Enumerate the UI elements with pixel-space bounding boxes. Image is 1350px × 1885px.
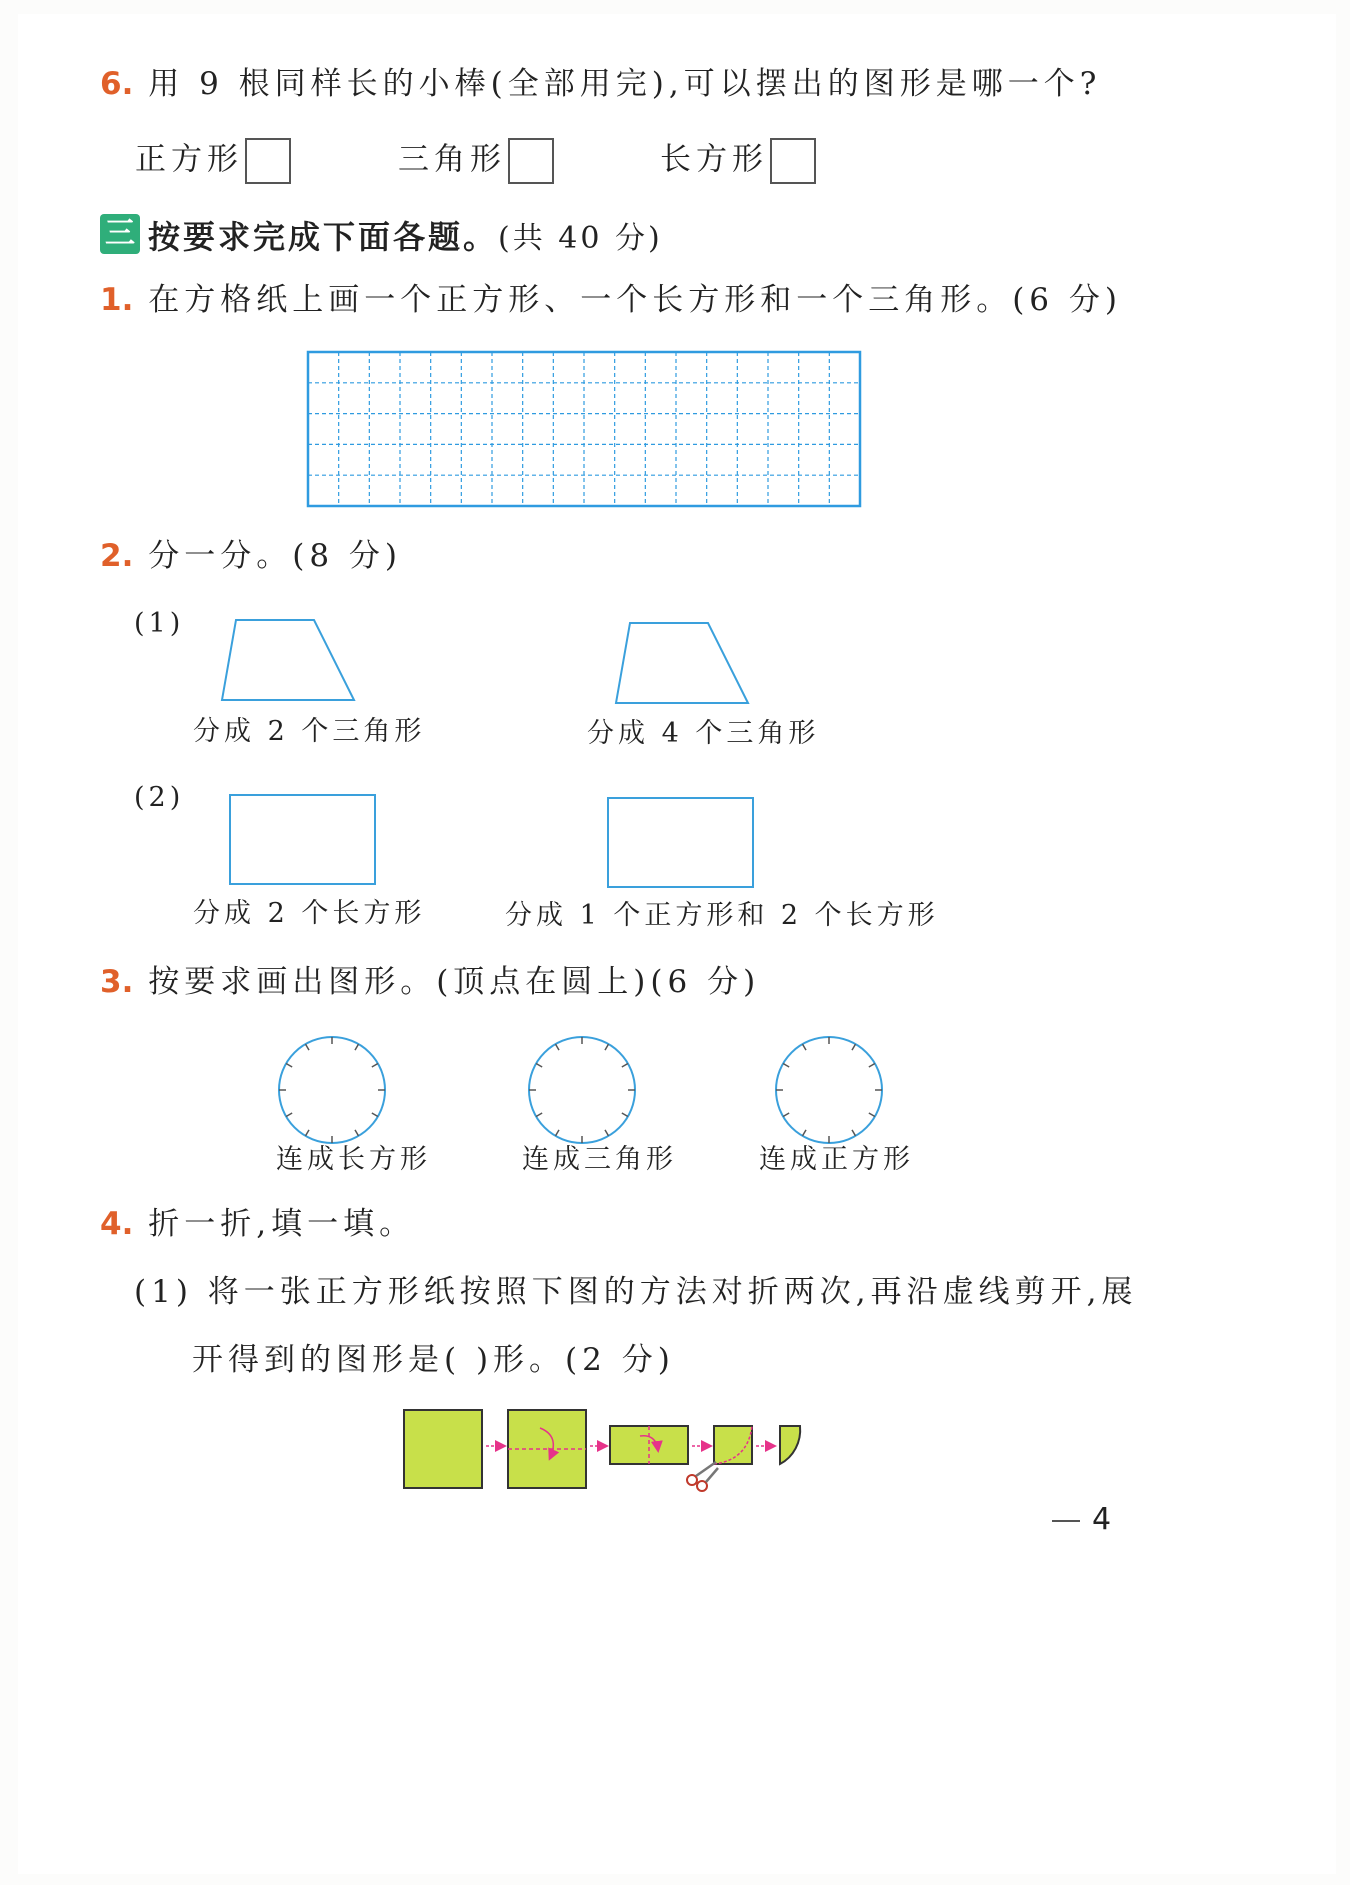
question-3 xyxy=(100,964,760,1001)
question-4-part1-line1: (1) 将一张正方形纸按照下图的方法对折两次,再沿虚线剪开,展 xyxy=(134,1274,1138,1310)
circle-outline xyxy=(776,1037,882,1143)
question-number: 2. xyxy=(100,538,134,574)
circle-tick xyxy=(556,1130,560,1136)
circle-tick xyxy=(355,1044,359,1050)
circle-tick xyxy=(783,1064,789,1068)
circle-tick xyxy=(286,1113,292,1117)
question-number: 6. xyxy=(100,66,134,102)
square-paper xyxy=(404,1410,482,1488)
section-points: (共 40 分) xyxy=(498,221,663,256)
scissors-icon xyxy=(687,1462,718,1491)
caption: 连成长方形 xyxy=(276,1144,431,1175)
tick-circle[interactable] xyxy=(771,1032,887,1148)
caption: 分成 2 个三角形 xyxy=(193,716,426,747)
circle-tick xyxy=(536,1064,542,1068)
circle-tick xyxy=(852,1130,856,1136)
answer-checkbox[interactable] xyxy=(245,138,291,184)
option-square xyxy=(135,138,291,184)
option-rectangle xyxy=(660,138,816,184)
circle-tick xyxy=(286,1064,292,1068)
trapezoid-shape[interactable] xyxy=(218,618,360,704)
option-triangle xyxy=(398,138,554,184)
question-2 xyxy=(100,538,402,575)
rectangle-shape[interactable] xyxy=(606,796,756,890)
caption: 分成 1 个正方形和 2 个长方形 xyxy=(505,900,939,931)
folding-diagram xyxy=(400,1406,830,1498)
circle-tick xyxy=(605,1130,609,1136)
half-paper xyxy=(610,1426,688,1464)
grid-paper[interactable] xyxy=(306,350,862,508)
part-label: (1) xyxy=(134,608,185,639)
caption: 分成 2 个长方形 xyxy=(193,898,426,929)
circle-tick xyxy=(622,1113,628,1117)
question-text: 按要求画出图形。(顶点在圆上)(6 分) xyxy=(148,964,761,1000)
option-label: 正方形 xyxy=(135,141,243,178)
question-text: 折一折,填一填。 xyxy=(148,1206,416,1242)
part-label: (2) xyxy=(134,782,185,813)
cut-result-shape xyxy=(780,1426,800,1464)
trapezoid-shape[interactable] xyxy=(612,621,754,707)
question-text: 用 9 根同样长的小棒(全部用完),可以摆出的图形是哪一个? xyxy=(148,66,1102,102)
option-label: 三角形 xyxy=(398,141,506,178)
circle-tick xyxy=(852,1044,856,1050)
circle-tick xyxy=(803,1044,807,1050)
page-number-rule xyxy=(1052,1520,1080,1522)
question-6 xyxy=(100,66,1101,103)
question-number: 3. xyxy=(100,964,134,1000)
caption: 分成 4 个三角形 xyxy=(587,718,820,749)
question-text: 在方格纸上画一个正方形、一个长方形和一个三角形。(6 分) xyxy=(148,282,1122,318)
page-number: 4 xyxy=(1092,1502,1112,1537)
question-4 xyxy=(100,1206,415,1243)
caption: 连成三角形 xyxy=(522,1144,677,1175)
section-title-text: 按要求完成下面各题。 xyxy=(148,218,499,256)
question-4-part1-line2: 开得到的图形是( )形。(2 分) xyxy=(192,1342,675,1378)
section-title xyxy=(148,212,663,258)
circle-tick xyxy=(306,1044,310,1050)
circle-tick xyxy=(556,1044,560,1050)
tick-circle[interactable] xyxy=(274,1032,390,1148)
circle-tick xyxy=(536,1113,542,1117)
question-1 xyxy=(100,282,1122,319)
question-number: 1. xyxy=(100,282,134,318)
circle-tick xyxy=(803,1130,807,1136)
answer-checkbox[interactable] xyxy=(770,138,816,184)
circle-outline xyxy=(529,1037,635,1143)
quarter-paper xyxy=(714,1426,752,1464)
circle-tick xyxy=(355,1130,359,1136)
tick-circle[interactable] xyxy=(524,1032,640,1148)
section-badge: 三 xyxy=(100,214,140,254)
circle-tick xyxy=(372,1113,378,1117)
circle-tick xyxy=(869,1064,875,1068)
question-text: 分一分。(8 分) xyxy=(148,538,402,574)
question-number: 4. xyxy=(100,1206,134,1242)
circle-outline xyxy=(279,1037,385,1143)
caption: 连成正方形 xyxy=(759,1144,914,1175)
option-label: 长方形 xyxy=(660,141,768,178)
circle-tick xyxy=(605,1044,609,1050)
circle-tick xyxy=(783,1113,789,1117)
circle-tick xyxy=(869,1113,875,1117)
answer-checkbox[interactable] xyxy=(508,138,554,184)
circle-tick xyxy=(306,1130,310,1136)
rectangle-shape[interactable] xyxy=(228,793,378,887)
circle-tick xyxy=(622,1064,628,1068)
circle-tick xyxy=(372,1064,378,1068)
